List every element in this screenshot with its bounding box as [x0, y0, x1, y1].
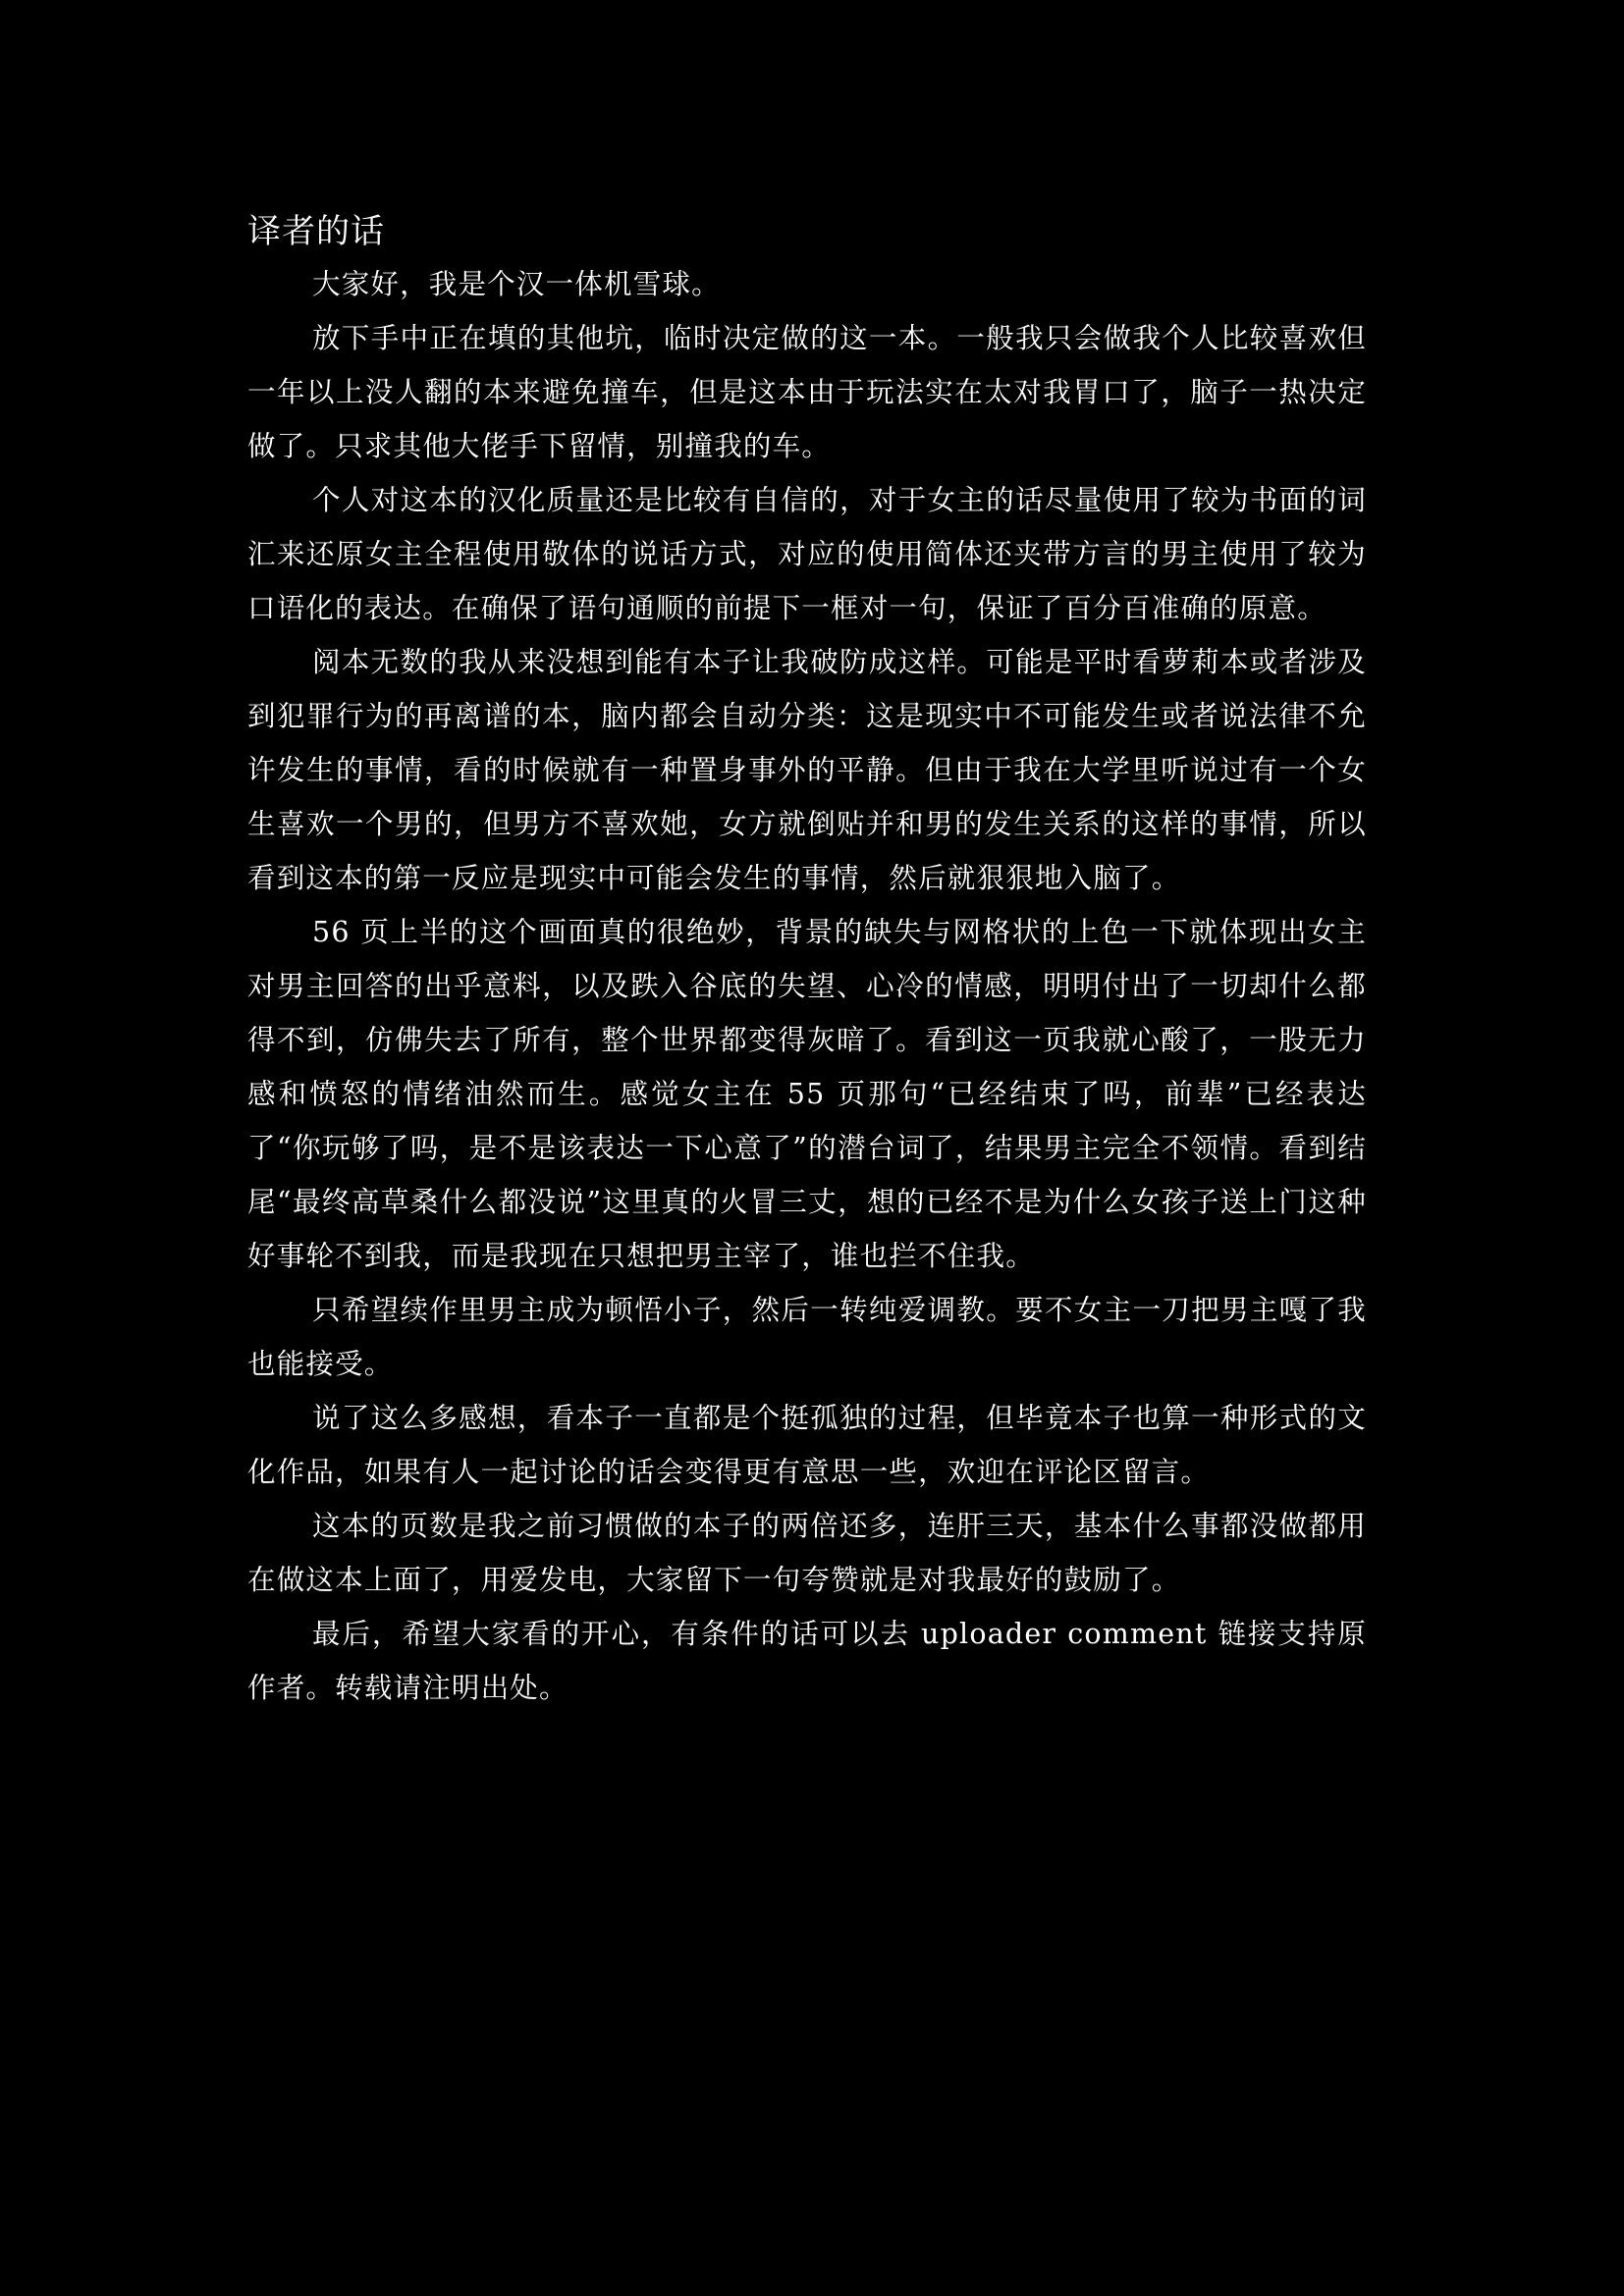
paragraph-page-56: 56 页上半的这个画面真的很绝妙，背景的缺失与网格状的上色一下就体现出女主对男主回答的出乎意料，以及跌入谷底的失望、心冷的情感，明明付出了一切却什么都得不到，仿佛失去了所有，整个世界都变得灰暗了。看到这一页我就心酸了，一股无力感和愤怒的情绪油然而生。感觉女主在 55 页那句“已经结束了吗，前辈”已经表达了“你玩够了吗，是不是该表达一下心意了”的潜台词了，结果男主完全不领情。看到结尾“最终高草桑什么都没说”这里真的火冒三丈，想的已经不是为什么女孩子送上门这种好事轮不到我，而是我现在只想把男主宰了，谁也拦不住我。 — [247, 916, 1367, 1272]
paragraph-translation-quality: 个人对这本的汉化质量还是比较有自信的，对于女主的话尽量使用了较为书面的词汇来还原女主全程使用敬体的说话方式，对应的使用简体还夹带方言的男主使用了较为口语化的表达。在确保了语句通顺的前提下一框对一句，保证了百分百准确的原意。 — [247, 484, 1367, 624]
paragraph-effort: 这本的页数是我之前习惯做的本子的两倍还多，连肝三天，基本什么事都没做都用在做这本上面了，用爱发电，大家留下一句夸赞就是对我最好的鼓励了。 — [247, 1510, 1367, 1596]
paragraph-reaction: 阅本无数的我从来没想到能有本子让我破防成这样。可能是平时看萝莉本或者涉及到犯罪行为的再离谱的本，脑内都会自动分类：这是现实中不可能发生或者说法律不允许发生的事情，看的时候就有一种置身事外的平静。但由于我在大学里听说过有一个女生喜欢一个男的，但男方不喜欢她，女方就倒贴并和男的发生关系的这样的事情，所以看到这本的第一反应是现实中可能会发生的事情，然后就狠狠地入脑了。 — [247, 646, 1367, 894]
paragraph-closing: 最后，希望大家看的开心，有条件的话可以去 uploader comment 链接支持原作者。转载请注明出处。 — [247, 1618, 1367, 1704]
paragraph-motivation: 放下手中正在填的其他坑，临时决定做的这一本。一般我只会做我个人比较喜欢但一年以上没人翻的本来避免撞车，但是这本由于玩法实在太对我胃口了，脑子一热决定做了。只求其他大佬手下留情，别撞我的车。 — [247, 322, 1367, 462]
paragraph-sequel-wish: 只希望续作里男主成为顿悟小子，然后一转纯爱调教。要不女主一刀把男主嘎了我也能接受。 — [247, 1294, 1367, 1380]
document-page — [247, 206, 1367, 1715]
paragraph-discussion: 说了这么多感想，看本子一直都是个挺孤独的过程，但毕竟本子也算一种形式的文化作品，如果有人一起讨论的话会变得更有意思一些，欢迎在评论区留言。 — [247, 1402, 1367, 1488]
paragraph-greeting: 大家好，我是个汉一体机雪球。 — [312, 268, 721, 300]
document-title: 译者的话 — [247, 212, 385, 251]
